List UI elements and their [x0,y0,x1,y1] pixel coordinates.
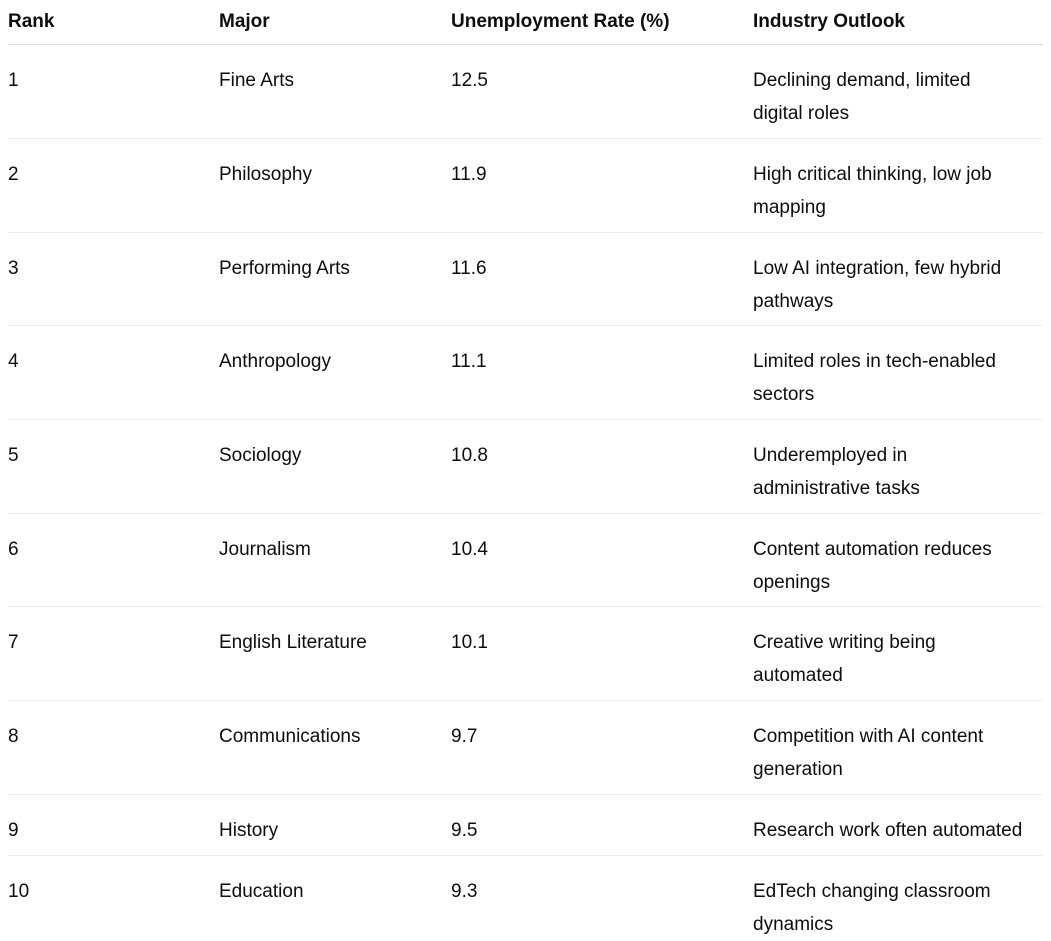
major-cell: Communications [219,726,361,747]
table-row [8,607,1043,701]
outlook-line: generation [753,759,843,780]
industry-outlook-cell [753,626,1043,692]
unemployment-rate-cell: 11.6 [451,258,487,279]
unemployment-table [8,0,1043,935]
table-row [8,856,1043,935]
industry-outlook-cell [753,875,1043,941]
rank-cell: 7 [8,632,19,653]
outlook-line: digital roles [753,103,850,124]
table-row [8,45,1043,139]
rank-cell: 3 [8,258,19,279]
table-row [8,139,1043,233]
industry-outlook-cell [753,720,1043,786]
table-row [8,326,1043,420]
unemployment-rate-cell: 9.5 [451,820,478,841]
outlook-line: Content automation reduces [753,539,992,560]
industry-outlook-cell [753,252,1043,318]
major-cell: Fine Arts [219,70,294,91]
unemployment-rate-cell: 10.1 [451,632,488,653]
rank-cell: 4 [8,351,19,372]
table-row [8,701,1043,795]
outlook-line: Underemployed in [753,445,908,466]
outlook-line: High critical thinking, low job [753,164,992,185]
outlook-line: pathways [753,291,834,312]
industry-outlook-cell [753,158,1043,224]
major-cell: Education [219,881,304,902]
table-header [8,0,1043,45]
unemployment-rate-cell: 9.7 [451,726,478,747]
rank-cell: 10 [8,881,30,902]
major-cell: History [219,820,279,841]
outlook-line: Research work often automated [753,820,1023,841]
outlook-line: Competition with AI content [753,726,984,747]
unemployment-rate-cell: 11.1 [451,351,487,372]
outlook-line: Creative writing being [753,632,936,653]
outlook-line: sectors [753,384,815,405]
outlook-line: EdTech changing classroom [753,881,991,902]
industry-outlook-cell [753,814,1043,847]
unemployment-rate-cell: 10.4 [451,539,488,560]
major-cell: Sociology [219,445,302,466]
table-row [8,420,1043,514]
rank-cell: 8 [8,726,19,747]
header-rank: Rank [8,11,55,32]
industry-outlook-cell [753,439,1043,505]
header-industry-outlook: Industry Outlook [753,11,905,32]
industry-outlook-cell [753,533,1043,599]
table-body [8,45,1043,935]
rank-cell: 1 [8,70,19,91]
outlook-line: Declining demand, limited [753,70,971,91]
rank-cell: 6 [8,539,19,560]
major-cell: English Literature [219,632,367,653]
header-major: Major [219,11,270,32]
outlook-line: automated [753,665,843,686]
unemployment-rate-cell: 9.3 [451,881,478,902]
industry-outlook-cell [753,345,1043,411]
rank-cell: 2 [8,164,19,185]
rank-cell: 9 [8,820,19,841]
outlook-line: administrative tasks [753,478,920,499]
rank-cell: 5 [8,445,19,466]
major-cell: Anthropology [219,351,331,372]
table-row [8,795,1043,856]
outlook-line: openings [753,572,831,593]
outlook-line: dynamics [753,914,834,935]
table-row [8,514,1043,607]
outlook-line: mapping [753,197,826,218]
industry-outlook-cell [753,64,1043,130]
major-cell: Philosophy [219,164,312,185]
unemployment-rate-cell: 10.8 [451,445,488,466]
major-cell: Performing Arts [219,258,350,279]
major-cell: Journalism [219,539,311,560]
table-row [8,233,1043,326]
outlook-line: Low AI integration, few hybrid [753,258,1002,279]
header-unemployment-rate: Unemployment Rate (%) [451,11,670,32]
unemployment-rate-cell: 11.9 [451,164,487,185]
outlook-line: Limited roles in tech-enabled [753,351,996,372]
unemployment-rate-cell: 12.5 [451,70,488,91]
